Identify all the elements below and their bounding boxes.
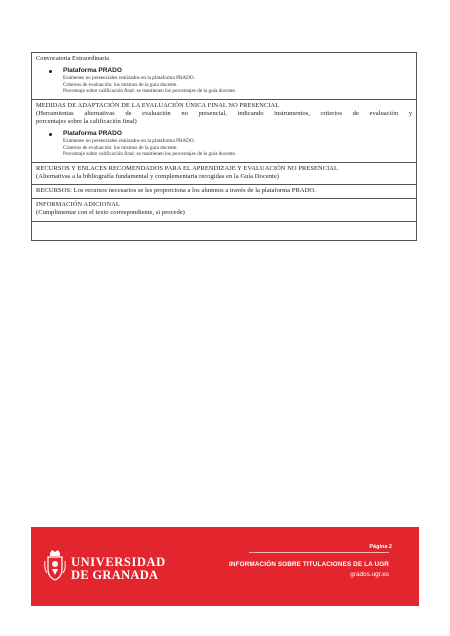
bullet-line: Criterios de evaluación: los mismos de la guía docente. xyxy=(63,144,178,151)
recursos-note: (Alternativas a la bibliografía fundamental y complementaria recogidas en la Guía Docente) xyxy=(36,172,279,180)
bullet-title: Plataforma PRADO xyxy=(63,67,122,74)
convocatoria-row xyxy=(32,53,416,99)
medidas-header: MEDIDAS DE ADAPTACIÓN DE LA EVALUACIÓN ÚNICA FINAL NO PRESENCIAL xyxy=(36,101,280,109)
page-number: Página 2 xyxy=(369,544,392,550)
recursos-header: RECURSOS Y ENLACES RECOMENDADOS PARA EL APRENDIZAJE Y EVALUACIÓN NO PRESENCIAL xyxy=(36,164,339,172)
bullet-line: Porcentaje sobre calificación final: se mantienen los porcentajes de la guía docente. xyxy=(63,88,237,95)
medidas-row xyxy=(32,99,416,162)
recursos-header-row xyxy=(32,162,416,184)
convocatoria-label: Convocatoria Extraordinaria xyxy=(36,55,109,62)
bullet-line: Exámenes no presenciales realizados en la plataforma PRADO. xyxy=(63,138,195,145)
university-crest-icon xyxy=(44,549,66,581)
bullet-line: Exámenes no presenciales realizados en la plataforma PRADO. xyxy=(63,75,195,81)
footer-banner xyxy=(31,527,419,606)
info-note: (Cumplimentar con el texto correspondiente, si procede) xyxy=(36,209,185,217)
recursos-text: RECURSOS: Los recursos necesarios se les proporciona a los alumnos a través de la plataforma PRADO. xyxy=(36,187,316,195)
medidas-note-line2: porcentajes sobre la calificación final) xyxy=(36,117,137,125)
bullet-prado-2 xyxy=(50,130,412,158)
bullet-line: Porcentaje sobre calificación final: se mantienen los porcentajes de la guía docente. xyxy=(63,151,237,158)
bullet-title: Plataforma PRADO xyxy=(63,130,122,138)
footer-divider xyxy=(249,552,389,553)
medidas-note-line1: (Herramientas alternativas de evaluación no presencial, indicando instrumentos, criterios de evaluación y xyxy=(36,109,412,117)
university-name-line1: UNIVERSIDAD xyxy=(71,555,166,569)
bullet-dot-icon xyxy=(49,70,52,73)
bullet-line: Criterios de evaluación: los mismos de la guía docente. xyxy=(63,81,178,88)
evaluation-table xyxy=(31,52,417,241)
empty-row xyxy=(32,221,416,240)
bullet-prado-1 xyxy=(50,67,412,95)
footer-website-link[interactable]: grados.ugr.es xyxy=(350,571,389,578)
info-row xyxy=(32,198,416,220)
university-name-line2: DE GRANADA xyxy=(71,568,159,582)
recursos-text-row xyxy=(32,184,416,198)
info-header: INFORMACIÓN ADICIONAL xyxy=(36,201,120,209)
bullet-dot-icon xyxy=(49,133,52,136)
footer-info-title: INFORMACIÓN SOBRE TITULACIONES DE LA UGR xyxy=(229,561,389,568)
